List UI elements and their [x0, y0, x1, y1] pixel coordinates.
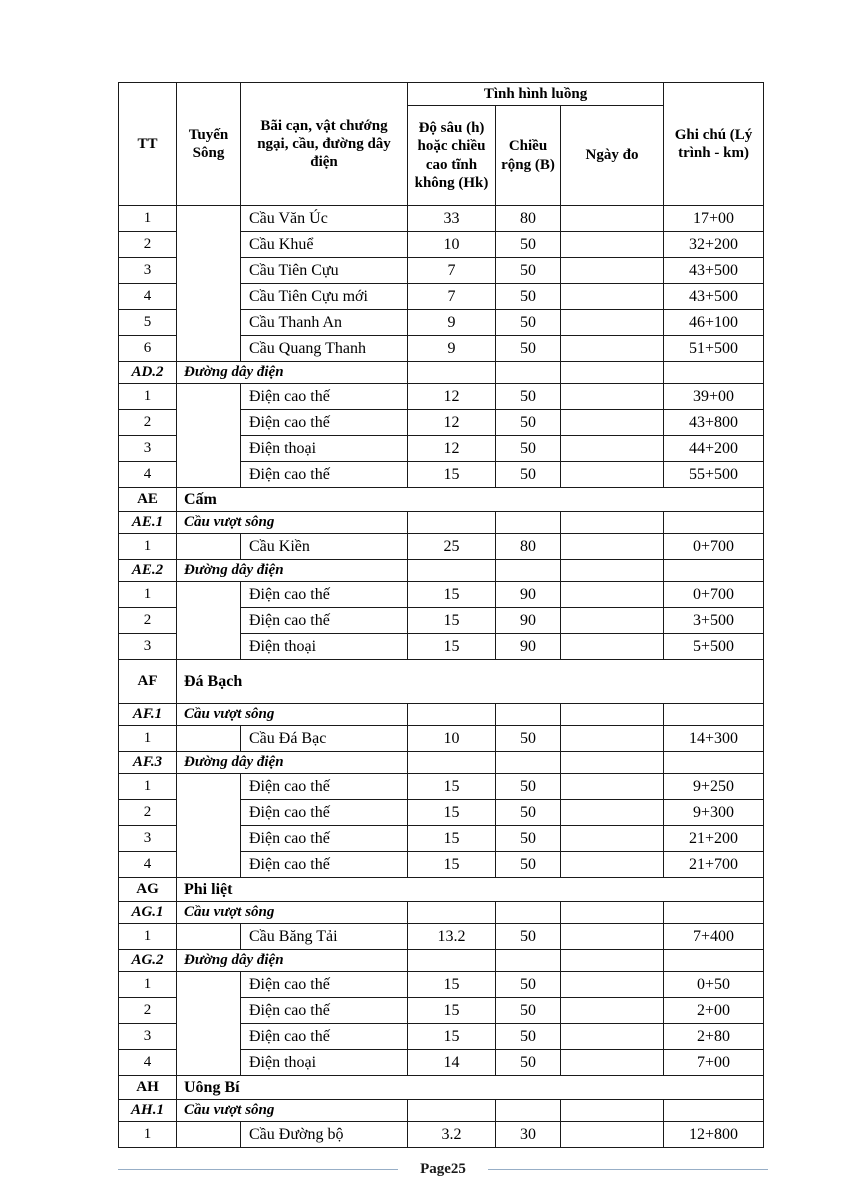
- depth-cell: 12: [408, 384, 496, 410]
- table-row: [119, 972, 764, 998]
- row-number-cell: 1: [119, 534, 177, 560]
- depth-cell: 15: [408, 826, 496, 852]
- subsection-title-cell: Đường dây điện: [177, 362, 408, 384]
- note-cell: 32+200: [664, 232, 764, 258]
- width-cell: 50: [496, 1024, 561, 1050]
- date-cell: [561, 534, 664, 560]
- note-cell: 9+300: [664, 800, 764, 826]
- header-tuyen-song: Tuyến Sông: [177, 83, 241, 206]
- section-id-cell: AG: [119, 878, 177, 902]
- row-number-cell: 2: [119, 608, 177, 634]
- table-body: [119, 206, 764, 1148]
- date-cell: [561, 972, 664, 998]
- footer-rule-left: [118, 1169, 398, 1170]
- width-cell: 50: [496, 1050, 561, 1076]
- row-number-cell: 3: [119, 1024, 177, 1050]
- note-cell: 7+00: [664, 1050, 764, 1076]
- table-row: [119, 726, 764, 752]
- obstacle-name-cell: Điện cao thế: [241, 608, 408, 634]
- depth-cell: 13.2: [408, 924, 496, 950]
- subsection-title-cell: Đường dây điện: [177, 752, 408, 774]
- page-footer: [118, 1158, 768, 1180]
- width-cell: 50: [496, 924, 561, 950]
- row-number-cell: 4: [119, 852, 177, 878]
- date-cell: [561, 608, 664, 634]
- width-cell: 90: [496, 608, 561, 634]
- obstacle-name-cell: Cầu Thanh An: [241, 310, 408, 336]
- header-do-sau: Độ sâu (h) hoặc chiều cao tĩnh không (Hk): [408, 106, 496, 206]
- header-ghi-chu: Ghi chú (Lý trình - km): [664, 83, 764, 206]
- row-number-cell: 3: [119, 436, 177, 462]
- river-name-cell: Uông Bí: [177, 1076, 764, 1100]
- note-cell: 0+700: [664, 534, 764, 560]
- major-row: [119, 878, 764, 902]
- date-cell: [561, 362, 664, 384]
- waterway-obstacles-table: [118, 82, 764, 1148]
- note-cell: 12+800: [664, 1122, 764, 1148]
- obstacle-name-cell: Điện cao thế: [241, 852, 408, 878]
- section-row: [119, 1100, 764, 1122]
- river-column-cell: [177, 726, 241, 752]
- section-row: [119, 704, 764, 726]
- width-cell: [496, 512, 561, 534]
- row-number-cell: 2: [119, 232, 177, 258]
- obstacle-name-cell: Cầu Đá Bạc: [241, 726, 408, 752]
- depth-cell: [408, 950, 496, 972]
- note-cell: 51+500: [664, 336, 764, 362]
- date-cell: [561, 950, 664, 972]
- subsection-id-cell: AE.2: [119, 560, 177, 582]
- depth-cell: [408, 362, 496, 384]
- section-id-cell: AE: [119, 488, 177, 512]
- depth-cell: 14: [408, 1050, 496, 1076]
- obstacle-name-cell: Điện cao thế: [241, 998, 408, 1024]
- obstacle-name-cell: Cầu Băng Tải: [241, 924, 408, 950]
- row-number-cell: 1: [119, 774, 177, 800]
- depth-cell: [408, 752, 496, 774]
- row-number-cell: 2: [119, 410, 177, 436]
- subsection-id-cell: AF.1: [119, 704, 177, 726]
- note-cell: 21+700: [664, 852, 764, 878]
- river-column-cell: [177, 924, 241, 950]
- date-cell: [561, 924, 664, 950]
- river-name-cell: Đá Bạch: [177, 660, 764, 704]
- row-number-cell: 1: [119, 1122, 177, 1148]
- width-cell: 80: [496, 534, 561, 560]
- subsection-id-cell: AD.2: [119, 362, 177, 384]
- depth-cell: 15: [408, 608, 496, 634]
- depth-cell: 15: [408, 582, 496, 608]
- width-cell: 50: [496, 852, 561, 878]
- obstacle-name-cell: Điện cao thế: [241, 972, 408, 998]
- width-cell: 50: [496, 998, 561, 1024]
- subsection-title-cell: Cầu vượt sông: [177, 512, 408, 534]
- obstacle-name-cell: Cầu Tiên Cựu: [241, 258, 408, 284]
- width-cell: [496, 902, 561, 924]
- subsection-title-cell: Đường dây điện: [177, 950, 408, 972]
- note-cell: 39+00: [664, 384, 764, 410]
- row-number-cell: 4: [119, 284, 177, 310]
- row-number-cell: 4: [119, 462, 177, 488]
- row-number-cell: 6: [119, 336, 177, 362]
- depth-cell: 12: [408, 436, 496, 462]
- row-number-cell: 3: [119, 634, 177, 660]
- subsection-id-cell: AE.1: [119, 512, 177, 534]
- subsection-id-cell: AF.3: [119, 752, 177, 774]
- date-cell: [561, 232, 664, 258]
- note-cell: [664, 950, 764, 972]
- depth-cell: [408, 704, 496, 726]
- width-cell: 50: [496, 410, 561, 436]
- obstacle-name-cell: Điện cao thế: [241, 462, 408, 488]
- date-cell: [561, 726, 664, 752]
- obstacle-name-cell: Cầu Đường bộ: [241, 1122, 408, 1148]
- note-cell: 7+400: [664, 924, 764, 950]
- subsection-id-cell: AG.2: [119, 950, 177, 972]
- obstacle-name-cell: Điện thoại: [241, 634, 408, 660]
- note-cell: [664, 560, 764, 582]
- section-id-cell: AF: [119, 660, 177, 704]
- depth-cell: 10: [408, 232, 496, 258]
- date-cell: [561, 826, 664, 852]
- row-number-cell: 2: [119, 800, 177, 826]
- river-column-cell: [177, 1122, 241, 1148]
- section-row: [119, 752, 764, 774]
- obstacle-name-cell: Điện cao thế: [241, 410, 408, 436]
- obstacle-name-cell: Điện cao thế: [241, 826, 408, 852]
- table-row: [119, 582, 764, 608]
- width-cell: 50: [496, 436, 561, 462]
- width-cell: 80: [496, 206, 561, 232]
- subsection-id-cell: AG.1: [119, 902, 177, 924]
- note-cell: 3+500: [664, 608, 764, 634]
- major-row: [119, 488, 764, 512]
- date-cell: [561, 512, 664, 534]
- date-cell: [561, 752, 664, 774]
- depth-cell: 33: [408, 206, 496, 232]
- header-row-group: [119, 83, 764, 106]
- width-cell: 50: [496, 726, 561, 752]
- obstacle-name-cell: Điện thoại: [241, 1050, 408, 1076]
- width-cell: 50: [496, 462, 561, 488]
- header-ngay-do: Ngày đo: [561, 106, 664, 206]
- width-cell: 50: [496, 826, 561, 852]
- section-row: [119, 560, 764, 582]
- obstacle-name-cell: Cầu Quang Thanh: [241, 336, 408, 362]
- note-cell: [664, 752, 764, 774]
- date-cell: [561, 774, 664, 800]
- width-cell: [496, 950, 561, 972]
- width-cell: 30: [496, 1122, 561, 1148]
- subsection-id-cell: AH.1: [119, 1100, 177, 1122]
- obstacle-name-cell: Cầu Văn Úc: [241, 206, 408, 232]
- width-cell: [496, 560, 561, 582]
- table-row: [119, 774, 764, 800]
- date-cell: [561, 998, 664, 1024]
- date-cell: [561, 560, 664, 582]
- depth-cell: 3.2: [408, 1122, 496, 1148]
- date-cell: [561, 582, 664, 608]
- note-cell: [664, 704, 764, 726]
- row-number-cell: 1: [119, 384, 177, 410]
- river-name-cell: Phi liệt: [177, 878, 764, 902]
- row-number-cell: 3: [119, 826, 177, 852]
- width-cell: 90: [496, 582, 561, 608]
- river-column-cell: [177, 774, 241, 878]
- row-number-cell: 1: [119, 206, 177, 232]
- width-cell: 50: [496, 232, 561, 258]
- subsection-title-cell: Cầu vượt sông: [177, 704, 408, 726]
- date-cell: [561, 462, 664, 488]
- subsection-title-cell: Đường dây điện: [177, 560, 408, 582]
- note-cell: 5+500: [664, 634, 764, 660]
- depth-cell: 15: [408, 972, 496, 998]
- obstacle-name-cell: Điện cao thế: [241, 582, 408, 608]
- date-cell: [561, 704, 664, 726]
- width-cell: 50: [496, 972, 561, 998]
- depth-cell: 7: [408, 284, 496, 310]
- major-row: [119, 1076, 764, 1100]
- date-cell: [561, 1122, 664, 1148]
- note-cell: [664, 512, 764, 534]
- obstacle-name-cell: Cầu Khuể: [241, 232, 408, 258]
- width-cell: [496, 752, 561, 774]
- date-cell: [561, 336, 664, 362]
- table-header: [119, 83, 764, 206]
- date-cell: [561, 1024, 664, 1050]
- river-column-cell: [177, 206, 241, 362]
- depth-cell: 15: [408, 774, 496, 800]
- width-cell: 50: [496, 336, 561, 362]
- table-row: [119, 384, 764, 410]
- river-name-cell: Cấm: [177, 488, 764, 512]
- depth-cell: [408, 902, 496, 924]
- date-cell: [561, 310, 664, 336]
- width-cell: [496, 704, 561, 726]
- date-cell: [561, 800, 664, 826]
- depth-cell: [408, 1100, 496, 1122]
- row-number-cell: 1: [119, 726, 177, 752]
- table-row: [119, 534, 764, 560]
- date-cell: [561, 902, 664, 924]
- width-cell: [496, 1100, 561, 1122]
- note-cell: 46+100: [664, 310, 764, 336]
- row-number-cell: 5: [119, 310, 177, 336]
- date-cell: [561, 436, 664, 462]
- note-cell: 0+50: [664, 972, 764, 998]
- table-row: [119, 1122, 764, 1148]
- table-row: [119, 206, 764, 232]
- date-cell: [561, 1050, 664, 1076]
- date-cell: [561, 384, 664, 410]
- date-cell: [561, 410, 664, 436]
- depth-cell: 10: [408, 726, 496, 752]
- section-row: [119, 950, 764, 972]
- date-cell: [561, 284, 664, 310]
- obstacle-name-cell: Điện cao thế: [241, 384, 408, 410]
- note-cell: [664, 362, 764, 384]
- date-cell: [561, 258, 664, 284]
- width-cell: [496, 362, 561, 384]
- date-cell: [561, 206, 664, 232]
- note-cell: 43+800: [664, 410, 764, 436]
- note-cell: 44+200: [664, 436, 764, 462]
- row-number-cell: 1: [119, 582, 177, 608]
- river-column-cell: [177, 534, 241, 560]
- header-chieu-rong: Chiều rộng (B): [496, 106, 561, 206]
- depth-cell: 25: [408, 534, 496, 560]
- obstacle-name-cell: Điện cao thế: [241, 774, 408, 800]
- depth-cell: 15: [408, 800, 496, 826]
- header-tt: TT: [119, 83, 177, 206]
- depth-cell: 7: [408, 258, 496, 284]
- note-cell: 2+00: [664, 998, 764, 1024]
- row-number-cell: 1: [119, 924, 177, 950]
- row-number-cell: 4: [119, 1050, 177, 1076]
- depth-cell: 12: [408, 410, 496, 436]
- subsection-title-cell: Cầu vượt sông: [177, 1100, 408, 1122]
- footer-rule-right: [488, 1169, 768, 1170]
- section-row: [119, 362, 764, 384]
- note-cell: 21+200: [664, 826, 764, 852]
- table-row: [119, 924, 764, 950]
- depth-cell: 15: [408, 634, 496, 660]
- header-bai-can: Bãi cạn, vật chướng ngại, cầu, đường dây điện: [241, 83, 408, 206]
- note-cell: 43+500: [664, 258, 764, 284]
- note-cell: 14+300: [664, 726, 764, 752]
- width-cell: 50: [496, 800, 561, 826]
- header-tinh-hinh-luong: Tình hình luồng: [408, 83, 664, 106]
- page-number: Page25: [420, 1160, 466, 1177]
- section-row: [119, 902, 764, 924]
- depth-cell: 9: [408, 336, 496, 362]
- note-cell: 9+250: [664, 774, 764, 800]
- date-cell: [561, 1100, 664, 1122]
- date-cell: [561, 852, 664, 878]
- depth-cell: 15: [408, 852, 496, 878]
- width-cell: 50: [496, 310, 561, 336]
- major-row: [119, 660, 764, 704]
- width-cell: 90: [496, 634, 561, 660]
- river-column-cell: [177, 582, 241, 660]
- depth-cell: [408, 560, 496, 582]
- obstacle-name-cell: Điện cao thế: [241, 1024, 408, 1050]
- obstacle-name-cell: Cầu Kiền: [241, 534, 408, 560]
- depth-cell: 15: [408, 1024, 496, 1050]
- subsection-title-cell: Cầu vượt sông: [177, 902, 408, 924]
- obstacle-name-cell: Điện thoại: [241, 436, 408, 462]
- depth-cell: 15: [408, 998, 496, 1024]
- note-cell: 0+700: [664, 582, 764, 608]
- note-cell: [664, 902, 764, 924]
- width-cell: 50: [496, 284, 561, 310]
- note-cell: 17+00: [664, 206, 764, 232]
- row-number-cell: 2: [119, 998, 177, 1024]
- width-cell: 50: [496, 384, 561, 410]
- note-cell: [664, 1100, 764, 1122]
- row-number-cell: 3: [119, 258, 177, 284]
- section-id-cell: AH: [119, 1076, 177, 1100]
- width-cell: 50: [496, 258, 561, 284]
- river-column-cell: [177, 384, 241, 488]
- depth-cell: 9: [408, 310, 496, 336]
- depth-cell: [408, 512, 496, 534]
- width-cell: 50: [496, 774, 561, 800]
- section-row: [119, 512, 764, 534]
- note-cell: 43+500: [664, 284, 764, 310]
- row-number-cell: 1: [119, 972, 177, 998]
- depth-cell: 15: [408, 462, 496, 488]
- obstacle-name-cell: Cầu Tiên Cựu mới: [241, 284, 408, 310]
- note-cell: 2+80: [664, 1024, 764, 1050]
- date-cell: [561, 634, 664, 660]
- obstacle-name-cell: Điện cao thế: [241, 800, 408, 826]
- river-column-cell: [177, 972, 241, 1076]
- note-cell: 55+500: [664, 462, 764, 488]
